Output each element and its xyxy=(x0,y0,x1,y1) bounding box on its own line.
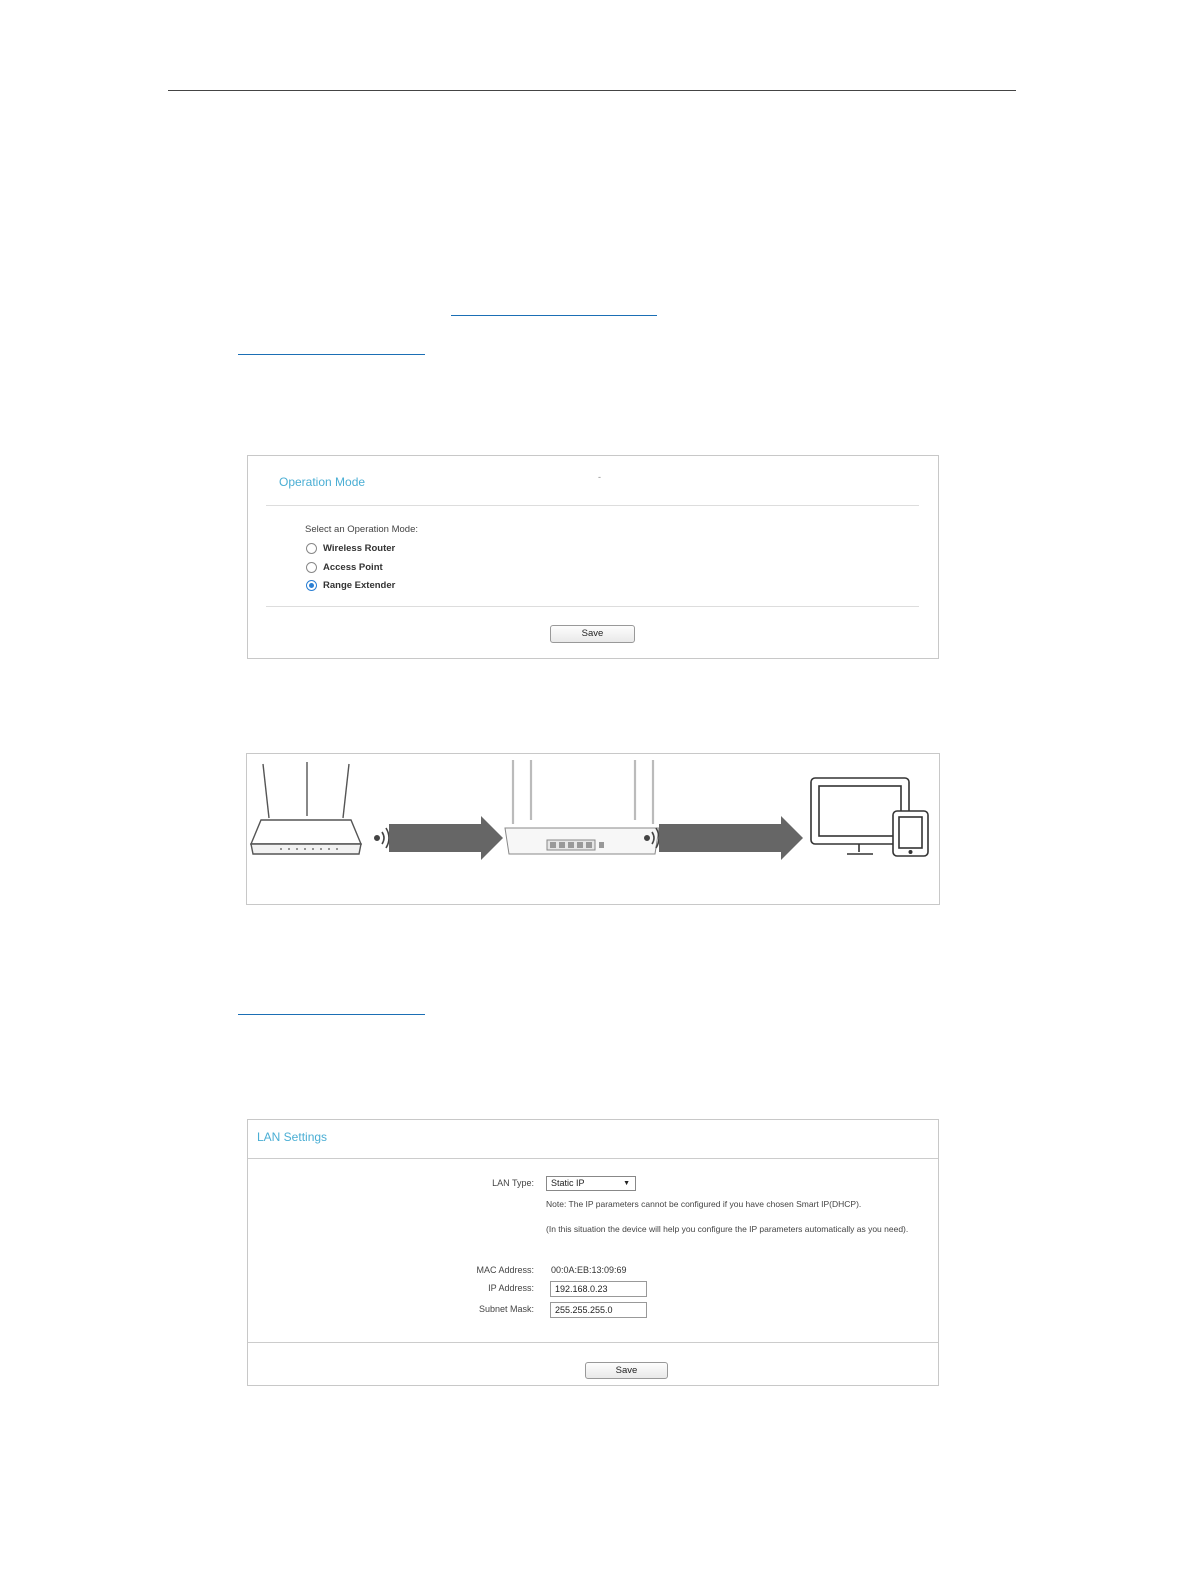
note-text: (In this situation the device will help you configure the IP parameters automatically as you need). xyxy=(546,1224,909,1234)
header-rule xyxy=(168,90,1016,91)
router-icon xyxy=(251,762,361,854)
ip-address-label: IP Address: xyxy=(488,1283,534,1293)
wifi-signal-icon xyxy=(375,828,389,848)
radio-button-selected[interactable] xyxy=(306,580,317,591)
panel-title: Operation Mode xyxy=(279,475,366,489)
mac-address-label: MAC Address: xyxy=(476,1265,534,1275)
ip-address-input[interactable]: 192.168.0.23 xyxy=(550,1281,647,1297)
radio-button[interactable] xyxy=(306,562,317,573)
arrow-icon xyxy=(389,816,503,860)
lan-type-value: Static IP xyxy=(551,1178,585,1188)
operation-mode-prompt: Select an Operation Mode: xyxy=(305,524,419,535)
note-text: Note: The IP parameters cannot be configured if you have chosen Smart IP(DHCP). xyxy=(546,1199,862,1209)
hyperlink-underline[interactable] xyxy=(238,1014,425,1015)
range-extender-diagram xyxy=(246,753,940,905)
save-button[interactable]: Save xyxy=(550,625,635,643)
operation-mode-panel xyxy=(247,455,939,659)
radio-label: Range Extender xyxy=(323,579,396,591)
divider xyxy=(248,1158,938,1159)
panel-title: LAN Settings xyxy=(257,1130,328,1144)
radio-access-point[interactable] xyxy=(306,559,383,575)
radio-label: Wireless Router xyxy=(323,542,396,554)
hyperlink-underline[interactable] xyxy=(451,315,657,316)
radio-range-extender[interactable] xyxy=(306,577,395,593)
lan-settings-panel xyxy=(247,1119,939,1386)
save-button[interactable]: Save xyxy=(585,1362,668,1379)
stray-mark: - xyxy=(598,472,601,482)
tablet-icon xyxy=(893,811,928,856)
diagram-graphic xyxy=(247,754,939,904)
divider xyxy=(266,505,919,506)
radio-button[interactable] xyxy=(306,543,317,554)
subnet-mask-label: Subnet Mask: xyxy=(478,1304,534,1314)
subnet-mask-input[interactable]: 255.255.255.0 xyxy=(550,1302,647,1318)
radio-label: Access Point xyxy=(323,561,383,573)
arrow-icon xyxy=(659,816,803,860)
radio-wireless-router[interactable] xyxy=(306,540,395,556)
divider xyxy=(266,606,919,607)
hyperlink-underline[interactable] xyxy=(238,354,425,355)
lan-type-label: LAN Type: xyxy=(492,1178,534,1188)
extender-icon xyxy=(513,760,653,824)
divider xyxy=(248,1342,938,1343)
lan-type-select[interactable] xyxy=(546,1176,636,1191)
mac-address-value: 00:0A:EB:13:09:69 xyxy=(551,1265,627,1275)
dropdown-caret-icon: ▼ xyxy=(623,1180,630,1187)
